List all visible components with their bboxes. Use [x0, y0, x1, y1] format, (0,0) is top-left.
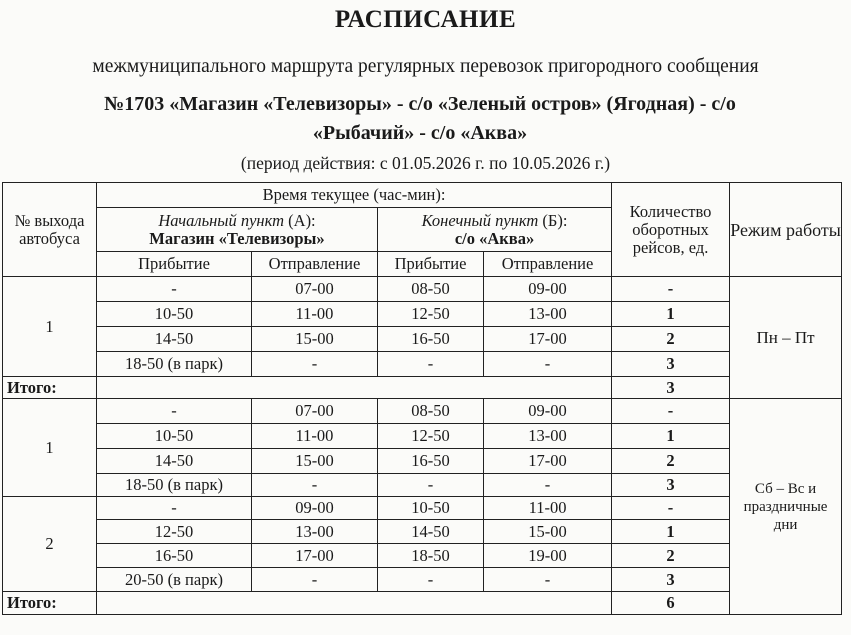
a-departure: 11-00 [252, 424, 378, 449]
a-departure: 09-00 [252, 497, 378, 520]
trips-count: - [612, 277, 730, 302]
b-departure: 13-00 [484, 424, 612, 449]
header-mode: Режим работы [730, 183, 842, 277]
a-arrival: 14-50 [97, 327, 252, 352]
mode-weekday: Пн – Пт [730, 277, 842, 399]
b-departure: 15-00 [484, 520, 612, 544]
b-departure: - [484, 474, 612, 497]
b-arrival: 16-50 [378, 449, 484, 474]
b-arrival: 10-50 [378, 497, 484, 520]
b-arrival: 12-50 [378, 424, 484, 449]
total-spacer [97, 592, 612, 615]
bus-number: 1 [3, 277, 97, 377]
a-arrival: 12-50 [97, 520, 252, 544]
end-point-label: Конечный пункт [421, 210, 539, 230]
table-row [3, 474, 842, 497]
start-point-name: Магазин «Телевизоры» [149, 228, 325, 248]
header-a-departure: Отправление [252, 252, 378, 277]
a-arrival: 16-50 [97, 544, 252, 568]
trips-count: 2 [612, 544, 730, 568]
a-arrival: 18-50 (в парк) [97, 352, 252, 377]
trips-count: 3 [612, 568, 730, 592]
header-end-point [378, 208, 612, 252]
document-title: РАСПИСАНИЕ [334, 6, 517, 33]
b-arrival: 12-50 [378, 302, 484, 327]
a-arrival: 18-50 (в парк) [97, 474, 252, 497]
trips-count: 1 [612, 424, 730, 449]
b-arrival: - [378, 352, 484, 377]
total-row [3, 377, 842, 399]
table-row [3, 568, 842, 592]
a-arrival: 20-50 (в парк) [97, 568, 252, 592]
b-departure: 13-00 [484, 302, 612, 327]
b-arrival: 18-50 [378, 544, 484, 568]
table-row [3, 302, 842, 327]
route-name-line2: «Рыбачий» - с/о «Аква» [312, 122, 528, 144]
table-row [3, 520, 842, 544]
header-a-arrival: Прибытие [97, 252, 252, 277]
trips-count: 3 [612, 474, 730, 497]
b-departure: 17-00 [484, 449, 612, 474]
schedule-table [2, 182, 842, 615]
total-row [3, 592, 842, 615]
trips-count: - [612, 497, 730, 520]
table-row [3, 277, 842, 302]
table-row [3, 497, 842, 520]
a-departure: 11-00 [252, 302, 378, 327]
total-label: Итого: [3, 377, 97, 399]
start-point-code: (А): [284, 210, 316, 230]
header-trips: Количество оборотных рейсов, ед. [612, 183, 730, 277]
a-arrival: - [97, 277, 252, 302]
header-b-arrival: Прибытие [378, 252, 484, 277]
a-departure: - [252, 568, 378, 592]
bus-number: 2 [3, 497, 97, 592]
end-point-code: (Б): [538, 210, 568, 230]
b-arrival: - [378, 568, 484, 592]
end-point-name: с/о «Аква» [454, 228, 535, 248]
a-arrival: 10-50 [97, 302, 252, 327]
route-name [60, 90, 780, 148]
a-arrival: 14-50 [97, 449, 252, 474]
table-row [3, 327, 842, 352]
a-arrival: 10-50 [97, 424, 252, 449]
a-arrival: - [97, 399, 252, 424]
b-departure: 09-00 [484, 277, 612, 302]
header-b-departure: Отправление [484, 252, 612, 277]
b-arrival: 14-50 [378, 520, 484, 544]
table-row [3, 399, 842, 424]
validity-period: (период действия: с 01.05.2026 г. по 10.05.2026 г.) [240, 153, 611, 173]
a-departure: 15-00 [252, 327, 378, 352]
b-arrival: 08-50 [378, 277, 484, 302]
header-start-point [97, 208, 378, 252]
trips-count: 3 [612, 352, 730, 377]
total-trips: 3 [612, 377, 730, 399]
table-row [3, 544, 842, 568]
a-arrival: - [97, 497, 252, 520]
a-departure: 13-00 [252, 520, 378, 544]
b-departure: - [484, 352, 612, 377]
trips-count: 2 [612, 327, 730, 352]
a-departure: 15-00 [252, 449, 378, 474]
total-spacer [97, 377, 612, 399]
a-departure: 17-00 [252, 544, 378, 568]
a-departure: 07-00 [252, 277, 378, 302]
b-arrival: 08-50 [378, 399, 484, 424]
bus-number: 1 [3, 399, 97, 497]
b-arrival: 16-50 [378, 327, 484, 352]
total-label: Итого: [3, 592, 97, 615]
b-departure: 11-00 [484, 497, 612, 520]
total-trips: 6 [612, 592, 730, 615]
route-name-line1: №1703 «Магазин «Телевизоры» - с/о «Зеленый остров» (Ягодная) - с/о [104, 93, 736, 115]
mode-weekend: Сб – Вс и праздничные дни [730, 399, 842, 615]
b-departure: 17-00 [484, 327, 612, 352]
b-departure: 19-00 [484, 544, 612, 568]
table-row [3, 449, 842, 474]
trips-count: - [612, 399, 730, 424]
a-departure: 07-00 [252, 399, 378, 424]
trips-count: 1 [612, 520, 730, 544]
header-time-current: Время текущее (час-мин): [97, 183, 612, 208]
b-arrival: - [378, 474, 484, 497]
b-departure: 09-00 [484, 399, 612, 424]
a-departure: - [252, 474, 378, 497]
trips-count: 1 [612, 302, 730, 327]
b-departure: - [484, 568, 612, 592]
document-subtitle: межмуниципального маршрута регулярных перевозок пригородного сообщения [92, 56, 759, 77]
table-row [3, 352, 842, 377]
table-row [3, 424, 842, 449]
trips-count: 2 [612, 449, 730, 474]
header-bus-no: № выхода автобуса [3, 183, 97, 277]
a-departure: - [252, 352, 378, 377]
start-point-label: Начальный пункт [158, 210, 285, 230]
